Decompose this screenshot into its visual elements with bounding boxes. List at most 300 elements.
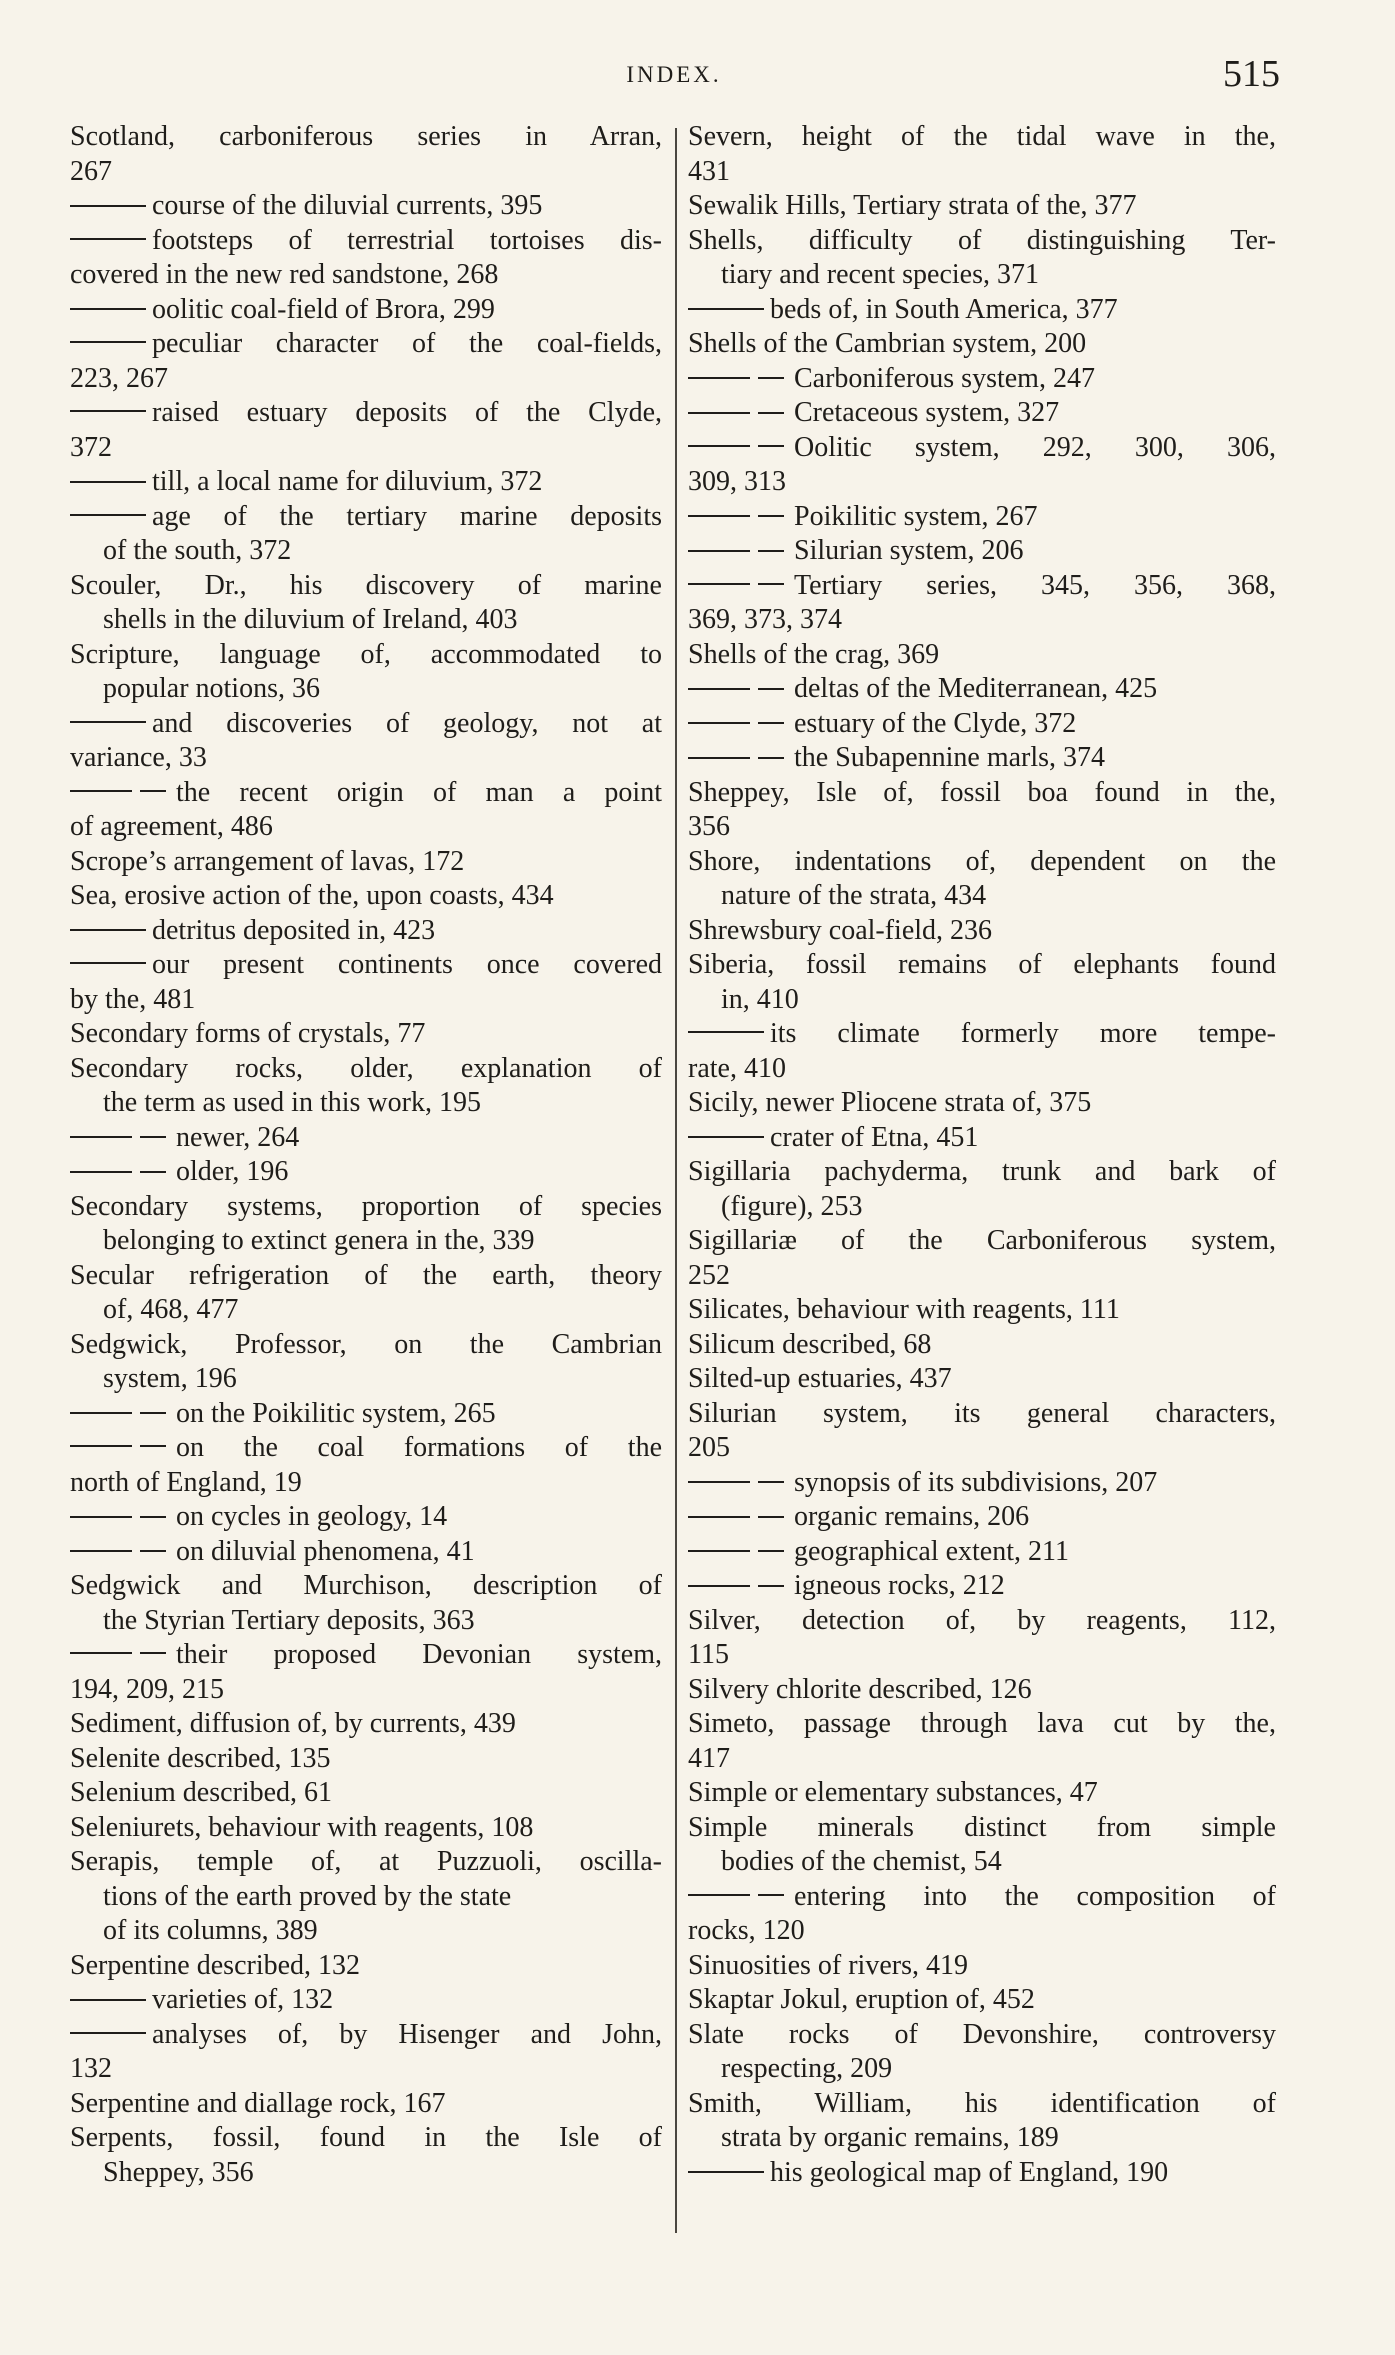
ditto-dash xyxy=(688,1585,750,1587)
index-line xyxy=(688,948,1276,983)
index-entry-text: Oolitic system, 292, 300, 306, xyxy=(794,431,1276,463)
ditto-dash-short xyxy=(140,1445,166,1447)
index-line xyxy=(70,1190,662,1225)
index-line xyxy=(688,1052,1276,1087)
ditto-dash xyxy=(688,515,750,517)
index-line xyxy=(688,1155,1276,1190)
index-entry-text: Secondary forms of crystals, 77 xyxy=(70,1018,426,1049)
index-line xyxy=(70,1707,662,1742)
ditto-dash xyxy=(70,1445,132,1447)
ditto-dash-short xyxy=(758,583,784,585)
index-line xyxy=(688,258,1276,293)
index-line xyxy=(70,327,662,362)
index-line xyxy=(688,327,1276,362)
index-line xyxy=(688,1845,1276,1880)
ditto-dash-short xyxy=(140,1550,166,1552)
page-header xyxy=(68,52,1280,102)
ditto-dash-short xyxy=(758,412,784,414)
index-entry-text: Sinuosities of rivers, 419 xyxy=(688,1949,968,1981)
index-entry-text: 417 xyxy=(688,1742,730,1774)
index-line xyxy=(70,189,662,224)
index-entry-text: organic remains, 206 xyxy=(794,1501,1030,1532)
index-line xyxy=(70,1569,662,1604)
index-line xyxy=(688,707,1276,742)
index-entry-text: Siberia, fossil remains of elephants found xyxy=(688,949,1276,980)
ditto-dash xyxy=(688,1031,764,1033)
index-entry-text: 356 xyxy=(688,811,730,842)
index-line xyxy=(688,1190,1276,1225)
index-line xyxy=(688,1259,1276,1294)
index-entry-text: 194, 209, 215 xyxy=(70,1673,224,1705)
index-entry-text: tions of the earth proved by the state xyxy=(103,1880,512,1912)
index-line xyxy=(688,2156,1276,2191)
index-line xyxy=(70,2156,662,2191)
ditto-dash-short xyxy=(140,1652,166,1654)
index-line xyxy=(70,1949,662,1984)
index-line xyxy=(70,1466,662,1501)
index-entry-text: Slate rocks of Devonshire, controversy xyxy=(688,2018,1276,2050)
index-entry-text: Serpentine and diallage rock, 167 xyxy=(70,2087,446,2119)
index-line xyxy=(70,672,662,707)
index-line xyxy=(688,534,1276,569)
index-line xyxy=(70,638,662,673)
index-line xyxy=(688,638,1276,673)
index-entry-text: by the, 481 xyxy=(70,983,196,1015)
index-line xyxy=(688,1362,1276,1397)
index-line xyxy=(688,396,1276,431)
index-entry-text: in, 410 xyxy=(721,983,799,1015)
index-line xyxy=(70,1983,662,2018)
ditto-dash xyxy=(688,1481,750,1483)
index-line xyxy=(70,1845,662,1880)
index-entry-text: Sea, erosive action of the, upon coasts, 434 xyxy=(70,880,554,911)
ditto-dash-short xyxy=(758,722,784,724)
index-entry-text: bodies of the chemist, 54 xyxy=(721,1846,1002,1877)
index-line xyxy=(70,1811,662,1846)
index-entry-text: of the south, 372 xyxy=(103,535,292,566)
index-entry-text: geographical extent, 211 xyxy=(794,1535,1069,1567)
index-entry-text: Simple or elementary substances, 47 xyxy=(688,1777,1098,1808)
index-entry-text: his geological map of England, 190 xyxy=(770,2156,1169,2188)
index-line xyxy=(688,2121,1276,2156)
index-line xyxy=(70,1776,662,1811)
index-line xyxy=(688,845,1276,880)
index-line xyxy=(70,224,662,259)
index-line xyxy=(70,2087,662,2122)
index-entry-text: covered in the new red sandstone, 268 xyxy=(70,259,499,290)
index-line xyxy=(70,845,662,880)
index-entry-text: beds of, in South America, 377 xyxy=(770,293,1118,325)
index-line xyxy=(70,1017,662,1052)
ditto-dash xyxy=(688,1516,750,1518)
index-entry-text: Smith, William, his identification of xyxy=(688,2087,1276,2119)
index-line xyxy=(688,914,1276,949)
index-entry-text: on diluvial phenomena, 41 xyxy=(176,1535,475,1567)
index-entry-text: Silurian system, its general characters, xyxy=(688,1397,1276,1429)
index-line xyxy=(70,1362,662,1397)
running-title: INDEX. xyxy=(626,62,722,87)
index-entry-text: course of the diluvial currents, 395 xyxy=(152,190,543,221)
ditto-dash-short xyxy=(758,1481,784,1483)
index-line xyxy=(688,1673,1276,1708)
index-entry-text: Serapis, temple of, at Puzzuoli, oscilla- xyxy=(70,1846,662,1877)
index-line xyxy=(688,2018,1276,2053)
index-line xyxy=(688,1776,1276,1811)
index-entry-text: Scouler, Dr., his discovery of marine xyxy=(70,569,662,601)
index-entry-text: shells in the diluvium of Ireland, 403 xyxy=(103,604,518,635)
index-entry-text: Sigillariæ of the Carboniferous system, xyxy=(688,1225,1276,1256)
index-line xyxy=(70,1604,662,1639)
index-entry-text: Sedgwick and Murchison, description of xyxy=(70,1570,662,1601)
index-line xyxy=(688,1880,1276,1915)
ditto-dash-short xyxy=(758,377,784,379)
index-line xyxy=(688,983,1276,1018)
index-line xyxy=(70,948,662,983)
index-line xyxy=(688,672,1276,707)
index-line xyxy=(70,155,662,190)
index-line xyxy=(688,362,1276,397)
index-entry-text: Secondary rocks, older, explanation of xyxy=(70,1052,662,1084)
ditto-dash xyxy=(688,1894,750,1896)
ditto-dash xyxy=(70,721,146,723)
ditto-dash-short xyxy=(140,1516,166,1518)
index-line xyxy=(688,1811,1276,1846)
index-line xyxy=(70,1259,662,1294)
index-entry-text: belonging to extinct genera in the, 339 xyxy=(103,1225,535,1256)
index-entry-text: estuary of the Clyde, 372 xyxy=(794,707,1077,739)
index-entry-text: 309, 313 xyxy=(688,466,786,497)
index-entry-text: Serpentine described, 132 xyxy=(70,1949,361,1981)
index-line xyxy=(688,1121,1276,1156)
index-line xyxy=(70,983,662,1018)
index-entry-text: Serpents, fossil, found in the Isle of xyxy=(70,2122,662,2153)
index-entry-text: Severn, height of the tidal wave in the, xyxy=(688,121,1276,152)
index-line xyxy=(688,776,1276,811)
index-entry-text: peculiar character of the coal-fields, xyxy=(152,328,662,359)
ditto-dash xyxy=(70,929,146,931)
index-line xyxy=(70,707,662,742)
index-line xyxy=(70,534,662,569)
ditto-dash xyxy=(688,688,750,690)
index-entry-text: their proposed Devonian system, xyxy=(176,1639,662,1670)
ditto-dash-short xyxy=(140,1412,166,1414)
index-line xyxy=(70,293,662,328)
index-entry-text: rate, 410 xyxy=(688,1052,786,1084)
index-line xyxy=(688,465,1276,500)
ditto-dash xyxy=(70,1136,132,1138)
index-entry-text: the Styrian Tertiary deposits, 363 xyxy=(103,1604,475,1636)
index-line xyxy=(688,224,1276,259)
index-entry-text: respecting, 209 xyxy=(721,2053,893,2084)
index-entry-text: Carboniferous system, 247 xyxy=(794,362,1095,394)
index-entry-text: 267 xyxy=(70,155,112,187)
ditto-dash xyxy=(688,583,750,585)
index-entry-text: Seleniurets, behaviour with reagents, 108 xyxy=(70,1811,534,1843)
index-line xyxy=(70,2052,662,2087)
index-line xyxy=(688,120,1276,155)
ditto-dash xyxy=(70,1550,132,1552)
index-entry-text: igneous rocks, 212 xyxy=(794,1570,1005,1601)
index-line xyxy=(688,293,1276,328)
index-line xyxy=(70,1224,662,1259)
index-line xyxy=(70,1500,662,1535)
index-entry-text: Silted-up estuaries, 437 xyxy=(688,1363,952,1394)
index-entry-text: the Subapennine marls, 374 xyxy=(794,742,1106,773)
index-entry-text: Scripture, language of, accommodated to xyxy=(70,638,662,670)
index-line xyxy=(70,914,662,949)
index-line xyxy=(688,1569,1276,1604)
index-line xyxy=(688,155,1276,190)
index-entry-text: 132 xyxy=(70,2053,112,2084)
index-line xyxy=(70,1293,662,1328)
index-entry-text: our present continents once covered xyxy=(152,949,662,980)
index-line xyxy=(688,1638,1276,1673)
ditto-dash xyxy=(688,757,750,759)
index-entry-text: system, 196 xyxy=(103,1363,237,1394)
ditto-dash xyxy=(688,2171,764,2173)
index-line xyxy=(688,1983,1276,2018)
index-line xyxy=(70,1742,662,1777)
index-entry-text: Shore, indentations of, dependent on the xyxy=(688,845,1276,877)
ditto-dash-short xyxy=(758,688,784,690)
index-entry-text: Scrope’s arrangement of lavas, 172 xyxy=(70,845,465,877)
index-entry-text: 115 xyxy=(688,1639,729,1670)
index-entry-text: 372 xyxy=(70,431,112,463)
index-line xyxy=(688,1604,1276,1639)
index-entry-text: tiary and recent species, 371 xyxy=(721,259,1039,290)
index-entry-text: variance, 33 xyxy=(70,742,207,773)
index-entry-text: strata by organic remains, 189 xyxy=(721,2122,1059,2153)
index-entry-text: Cretaceous system, 327 xyxy=(794,397,1060,428)
index-entry-text: rocks, 120 xyxy=(688,1915,805,1946)
index-line xyxy=(688,1500,1276,1535)
index-line xyxy=(70,741,662,776)
index-entry-text: the recent origin of man a point xyxy=(176,776,662,808)
index-entry-text: popular notions, 36 xyxy=(103,673,320,704)
index-line xyxy=(70,2121,662,2156)
index-line xyxy=(70,1638,662,1673)
index-line xyxy=(70,258,662,293)
index-line xyxy=(70,569,662,604)
index-line xyxy=(688,1224,1276,1259)
index-entry-text: Selenite described, 135 xyxy=(70,1742,331,1774)
index-entry-text: Simeto, passage through lava cut by the, xyxy=(688,1708,1276,1739)
ditto-dash xyxy=(688,445,750,447)
left-column xyxy=(70,120,662,2190)
index-entry-text: Sheppey, 356 xyxy=(103,2156,254,2188)
index-entry-text: Sicily, newer Pliocene strata of, 375 xyxy=(688,1087,1092,1118)
index-entry-text: oolitic coal-field of Brora, 299 xyxy=(152,293,495,325)
index-entry-text: 431 xyxy=(688,155,730,187)
index-entry-text: Sediment, diffusion of, by currents, 439 xyxy=(70,1708,516,1739)
index-entry-text: Simple minerals distinct from simple xyxy=(688,1811,1276,1843)
index-entry-text: Sigillaria pachyderma, trunk and bark of xyxy=(688,1156,1276,1187)
index-entry-text: Silver, detection of, by reagents, 112, xyxy=(688,1604,1276,1636)
index-entry-text: on the coal formations of the xyxy=(176,1432,662,1463)
index-entry-text: till, a local name for diluvium, 372 xyxy=(152,466,543,497)
index-line xyxy=(688,603,1276,638)
index-entry-text: Sedgwick, Professor, on the Cambrian xyxy=(70,1328,662,1360)
ditto-dash xyxy=(688,412,750,414)
ditto-dash xyxy=(70,1171,132,1173)
ditto-dash xyxy=(688,550,750,552)
index-entry-text: Silurian system, 206 xyxy=(794,535,1024,566)
ditto-dash-short xyxy=(758,515,784,517)
index-line xyxy=(70,1673,662,1708)
index-entry-text: varieties of, 132 xyxy=(152,1984,334,2015)
ditto-dash-short xyxy=(758,445,784,447)
index-entry-text: Silicates, behaviour with reagents, 111 xyxy=(688,1294,1120,1325)
index-line xyxy=(688,1707,1276,1742)
index-line xyxy=(70,1535,662,1570)
ditto-dash-short xyxy=(758,1894,784,1896)
index-line xyxy=(688,1328,1276,1363)
index-entry-text: of agreement, 486 xyxy=(70,811,273,842)
index-entry-text: Poikilitic system, 267 xyxy=(794,500,1038,532)
ditto-dash xyxy=(70,341,146,343)
ditto-dash xyxy=(70,790,132,792)
ditto-dash-short xyxy=(758,1516,784,1518)
index-line xyxy=(70,2018,662,2053)
index-line xyxy=(688,1086,1276,1121)
index-line xyxy=(70,120,662,155)
ditto-dash xyxy=(70,205,146,207)
index-line xyxy=(70,1052,662,1087)
index-entry-text: its climate formerly more tempe- xyxy=(770,1018,1276,1049)
index-entry-text: Shrewsbury coal-field, 236 xyxy=(688,914,993,946)
index-line xyxy=(688,1535,1276,1570)
index-line xyxy=(688,431,1276,466)
index-entry-text: 252 xyxy=(688,1259,730,1291)
index-entry-text: Silvery chlorite described, 126 xyxy=(688,1673,1032,1705)
index-entry-text: entering into the composition of xyxy=(794,1880,1276,1912)
ditto-dash xyxy=(70,410,146,412)
index-line xyxy=(688,810,1276,845)
index-line xyxy=(688,1914,1276,1949)
ditto-dash xyxy=(70,238,146,240)
index-entry-text: age of the tertiary marine deposits xyxy=(152,500,662,532)
index-entry-text: of its columns, 389 xyxy=(103,1915,318,1946)
page-number: 515 xyxy=(1223,53,1280,95)
index-line xyxy=(70,1914,662,1949)
index-line xyxy=(688,2087,1276,2122)
index-entry-text: and discoveries of geology, not at xyxy=(152,707,662,739)
index-entry-text: deltas of the Mediterranean, 425 xyxy=(794,673,1158,704)
ditto-dash xyxy=(688,1550,750,1552)
index-line xyxy=(688,1742,1276,1777)
index-line xyxy=(688,2052,1276,2087)
index-entry-text: analyses of, by Hisenger and John, xyxy=(152,2018,662,2050)
index-entry-text: Shells of the crag, 369 xyxy=(688,638,940,670)
index-line xyxy=(70,500,662,535)
ditto-dash xyxy=(688,1136,764,1138)
index-line xyxy=(688,1397,1276,1432)
index-line xyxy=(70,776,662,811)
index-entry-text: Secondary systems, proportion of species xyxy=(70,1190,662,1222)
ditto-dash xyxy=(70,1652,132,1654)
ditto-dash xyxy=(70,962,146,964)
index-line xyxy=(688,569,1276,604)
index-entry-text: Silicum described, 68 xyxy=(688,1328,932,1360)
index-entry-text: Sheppey, Isle of, fossil boa found in the, xyxy=(688,776,1276,808)
index-line xyxy=(70,879,662,914)
index-line xyxy=(70,1121,662,1156)
index-line xyxy=(688,1293,1276,1328)
index-line xyxy=(70,603,662,638)
index-entry-text: 223, 267 xyxy=(70,362,168,394)
ditto-dash xyxy=(688,308,764,310)
index-entry-text: raised estuary deposits of the Clyde, xyxy=(152,397,662,428)
index-line xyxy=(70,1880,662,1915)
index-line xyxy=(688,1466,1276,1501)
ditto-dash xyxy=(70,481,146,483)
index-entry-text: 205 xyxy=(688,1432,730,1463)
index-entry-text: on cycles in geology, 14 xyxy=(176,1501,448,1532)
index-entry-text: (figure), 253 xyxy=(721,1190,863,1222)
right-column xyxy=(688,120,1276,2190)
ditto-dash-short xyxy=(140,1171,166,1173)
index-entry-text: Skaptar Jokul, eruption of, 452 xyxy=(688,1984,1035,2015)
index-entry-text: Shells, difficulty of distinguishing Ter- xyxy=(688,224,1276,256)
ditto-dash-short xyxy=(758,1585,784,1587)
index-line xyxy=(688,1949,1276,1984)
index-entry-text: nature of the strata, 434 xyxy=(721,880,987,911)
ditto-dash xyxy=(688,722,750,724)
index-entry-text: Selenium described, 61 xyxy=(70,1777,333,1808)
index-line xyxy=(70,362,662,397)
index-line xyxy=(70,1155,662,1190)
ditto-dash xyxy=(70,514,146,516)
ditto-dash xyxy=(70,1516,132,1518)
index-line xyxy=(688,1431,1276,1466)
index-entry-text: Scotland, carboniferous series in Arran, xyxy=(70,121,662,152)
index-line xyxy=(70,396,662,431)
index-entry-text: crater of Etna, 451 xyxy=(770,1121,979,1153)
index-entry-text: north of England, 19 xyxy=(70,1466,302,1498)
index-entry-text: detritus deposited in, 423 xyxy=(152,914,436,946)
index-entry-text: footsteps of terrestrial tortoises dis- xyxy=(152,224,662,256)
ditto-dash xyxy=(688,377,750,379)
ditto-dash xyxy=(70,308,146,310)
index-entry-text: 369, 373, 374 xyxy=(688,604,842,635)
index-line xyxy=(688,1017,1276,1052)
index-entry-text: the term as used in this work, 195 xyxy=(103,1087,481,1118)
index-entry-text: Sewalik Hills, Tertiary strata of the, 377 xyxy=(688,190,1137,221)
ditto-dash-short xyxy=(758,1550,784,1552)
index-entry-text: newer, 264 xyxy=(176,1121,300,1153)
index-entry-text: Tertiary series, 345, 356, 368, xyxy=(794,569,1276,601)
index-line xyxy=(688,741,1276,776)
index-line xyxy=(688,500,1276,535)
index-line xyxy=(70,810,662,845)
ditto-dash xyxy=(70,1412,132,1414)
index-line xyxy=(70,431,662,466)
index-line xyxy=(70,1086,662,1121)
index-line xyxy=(688,189,1276,224)
ditto-dash-short xyxy=(758,757,784,759)
ditto-dash-short xyxy=(758,550,784,552)
column-divider xyxy=(675,128,677,2233)
ditto-dash-short xyxy=(140,790,166,792)
index-line xyxy=(70,1397,662,1432)
index-entry-text: Shells of the Cambrian system, 200 xyxy=(688,328,1087,359)
index-entry-text: synopsis of its subdivisions, 207 xyxy=(794,1466,1158,1498)
index-entry-text: older, 196 xyxy=(176,1156,289,1187)
index-line xyxy=(70,1431,662,1466)
ditto-dash-short xyxy=(140,1136,166,1138)
index-line xyxy=(70,465,662,500)
index-entry-text: Secular refrigeration of the earth, theory xyxy=(70,1259,662,1291)
